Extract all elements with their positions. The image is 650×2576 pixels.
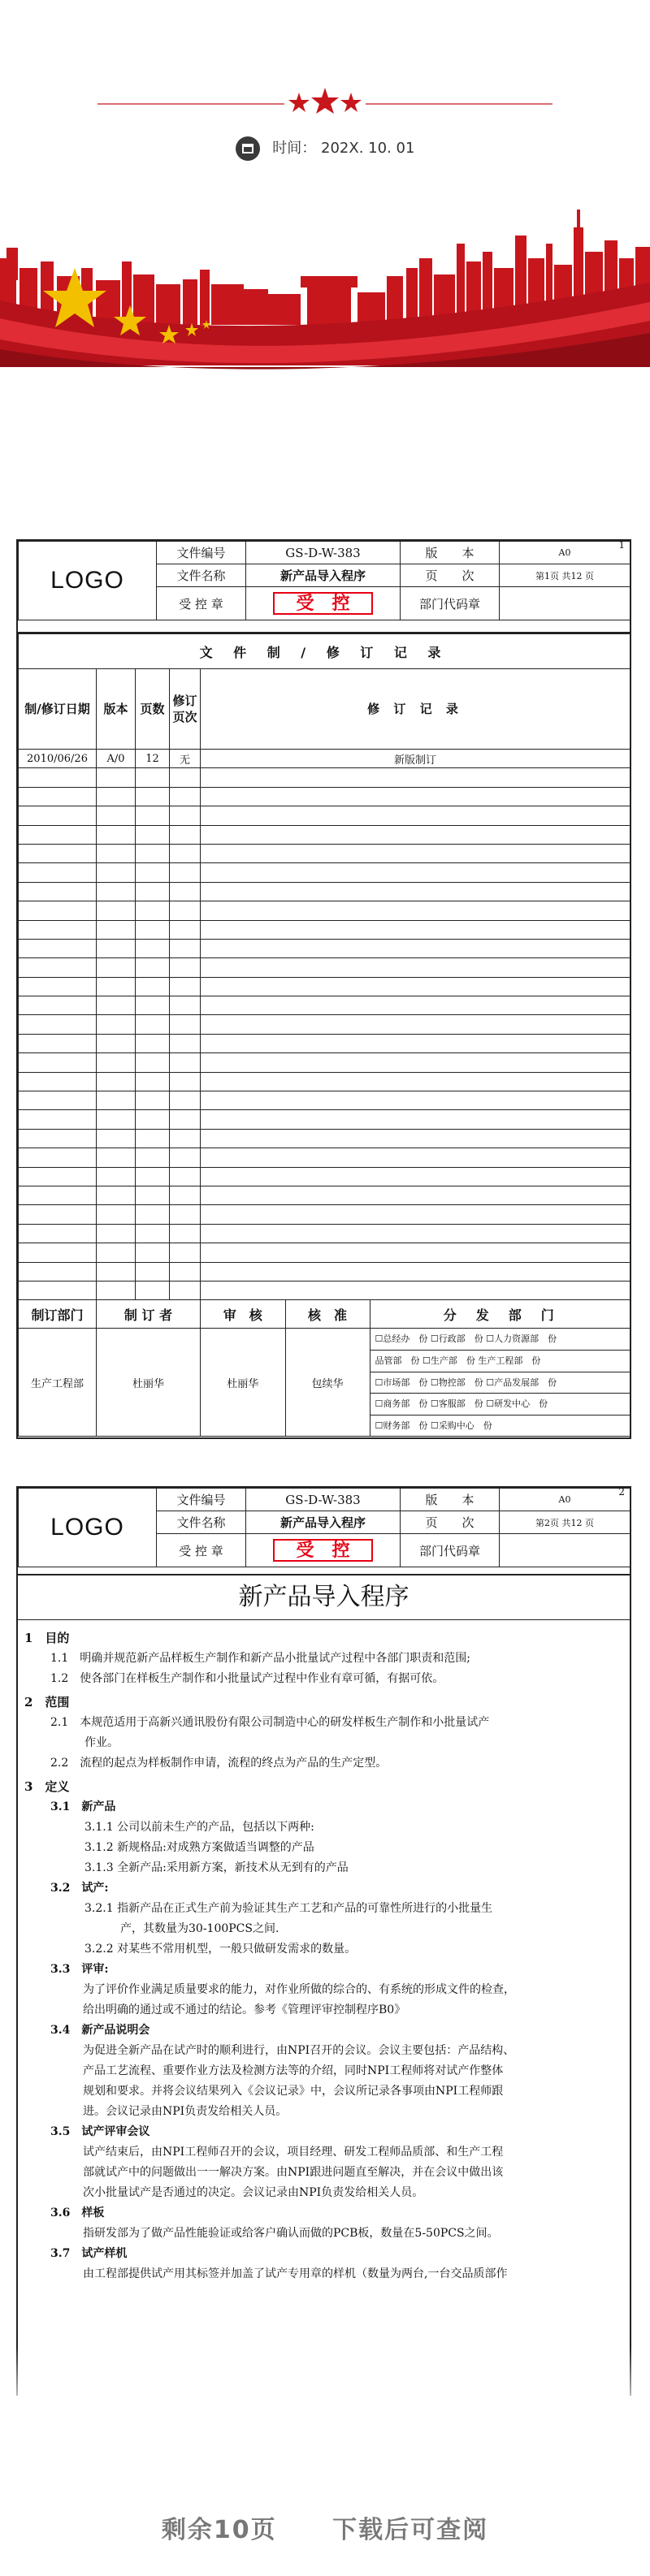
revision-table [18,633,630,1437]
empty-cell [19,1205,97,1224]
section-heading: 3 定义 [24,1779,70,1794]
table-row [19,1034,630,1052]
empty-cell [19,787,97,806]
table-row [19,1015,630,1034]
version-value [500,1486,630,1511]
distribution-list [370,1329,630,1436]
empty-cell [201,939,630,957]
empty-cell [201,901,630,920]
empty-cell [170,1186,201,1204]
empty-cell [136,1186,170,1204]
empty-cell [170,996,201,1015]
paragraph-line: 为促进全新产品在试产时的顺利进行，由NPI召开的会议。会议主要包括：产品结构、 [83,2044,515,2057]
footer-right-head [201,1300,630,1329]
cell-record: 新版制订 [201,750,630,768]
empty-cell [19,920,97,939]
table-row [19,1243,630,1262]
empty-cell [201,825,630,844]
footer-dept-head: 制订部门 [19,1300,97,1329]
file-name-value: 新产品导入程序 [246,1511,401,1534]
empty-cell [19,901,97,920]
subsection-heading: 3.7 试产样机 [50,2247,128,2260]
table-row [19,844,630,862]
empty-cell [136,787,170,806]
paragraph-line: 为了评价作业满足质量要求的能力，对作业所做的综合的、有系统的形成文件的检查， [83,1983,515,1996]
dept-code-label: 部门代码章 [401,1534,500,1567]
empty-cell [19,768,97,787]
empty-cell [19,1186,97,1204]
version-label: 版 本 [401,542,500,564]
document-page-1 [16,539,631,1439]
empty-cell [136,825,170,844]
clause: 2.1 本规范适用于高新兴通讯股份有限公司制造中心的研发样板生产制作和小批量试产 [50,1716,490,1729]
logo: LOGO [19,542,157,620]
empty-cell [97,1224,136,1243]
empty-cell [97,844,136,862]
paragraph-line: 给出明确的通过或不通过的结论。参考《管理评审控制程序B0》 [83,2003,406,2016]
page-label: 页 次 [401,1511,500,1534]
paragraph-line: 次小批量试产是否通过的决定。会议记录由NPI负责发给相关人员。 [83,2186,424,2199]
footer-author-head: 制 订 者 [97,1300,201,1329]
paragraph-line: 由工程部提供试产用其标签并加盖了试产专用章的样机（数量为两台,一台交品质部作 [83,2267,508,2280]
empty-cell [136,844,170,862]
page-mark: 2 [618,1486,625,1498]
empty-cell [19,1015,97,1034]
page-count: 第1页 共12 页 [500,564,630,587]
document-header-table [18,1488,630,1567]
empty-cell [170,1129,201,1148]
empty-cell [97,1034,136,1052]
footer-review-head: 审 核 [201,1300,285,1328]
table-row [19,1281,630,1299]
empty-cell [19,1281,97,1299]
content-fade [0,2347,650,2420]
table-row [19,1129,630,1148]
empty-cell [97,1148,136,1167]
page-count: 第2页 共12 页 [500,1511,630,1534]
empty-cell [19,939,97,957]
cell-pages: 12 [136,750,170,768]
empty-cell [201,1224,630,1243]
empty-cell [136,996,170,1015]
empty-cell [97,1243,136,1262]
page-label: 页 次 [401,564,500,587]
empty-cell [170,920,201,939]
empty-cell [136,977,170,996]
empty-cell [136,901,170,920]
clause: 3.1.2 新规格品:对成熟方案做适当调整的产品 [84,1841,314,1854]
empty-cell [136,1034,170,1052]
empty-cell [19,977,97,996]
empty-cell [97,806,136,825]
controlled-stamp-cell [246,587,401,620]
footer-head-inner [201,1300,630,1328]
footer-approve-head: 核 准 [285,1300,370,1328]
table-row [19,1167,630,1186]
table-row [19,1072,630,1091]
cell-version: A/0 [97,750,136,768]
footer-dist-head: 分 发 部 门 [443,1307,557,1323]
empty-cell [97,939,136,957]
empty-cell [97,1053,136,1072]
clause: 1.2 使各部门在样板生产制作和小批量试产过程中作业有章可循，有据可依。 [50,1672,444,1685]
clause: 3.1.1 公司以前未生产的产品，包括以下两种: [84,1821,314,1834]
empty-cell [19,1148,97,1167]
dept-code-value [500,1534,630,1567]
revision-title: 文 件 制 / 修 订 记 录 [19,634,630,669]
empty-cell [97,1072,136,1091]
star-icon [288,93,310,112]
empty-cell [170,939,201,957]
empty-cell [170,1281,201,1299]
empty-cell [201,768,630,787]
section-heading: 1 目的 [24,1631,70,1645]
empty-cell [170,977,201,996]
col-date: 制/修订日期 [19,669,97,750]
empty-cell [97,1110,136,1129]
empty-cell [19,1034,97,1052]
col-pages: 页数 [136,669,170,750]
empty-cell [201,1167,630,1186]
empty-cell [201,977,630,996]
table-row [19,996,630,1015]
empty-cell [136,920,170,939]
empty-cell [170,1167,201,1186]
controlled-stamp: 受控 [273,592,372,615]
footer-author-value: 杜丽华 [97,1329,201,1437]
document-header-table [18,541,630,620]
empty-cell [201,1243,630,1262]
table-row [19,1224,630,1243]
empty-cell [201,1110,630,1129]
paragraph-line: 试产结束后，由NPI工程师召开的会议，项目经理、研发工程师品质部、和生产工程 [83,2146,504,2159]
subsection-heading: 3.1 新产品 [50,1800,116,1813]
table-row [19,750,630,768]
header-banner [0,0,650,382]
empty-cell [136,863,170,882]
table-row [19,806,630,825]
empty-cell [170,1034,201,1052]
empty-cell [201,1034,630,1052]
table-row [19,1110,630,1129]
empty-cell [19,1262,97,1281]
empty-cell [170,1072,201,1091]
empty-cell [97,996,136,1015]
empty-cell [201,1053,630,1072]
empty-cell [136,1072,170,1091]
empty-cell [170,787,201,806]
empty-cell [97,1281,136,1299]
clause: 1.1 明确并规范新产品样板生产制作和新产品小批量试产过程中各部门职责和范围; [50,1652,470,1665]
empty-cell [170,901,201,920]
empty-cell [136,1281,170,1299]
footer-right-values [201,1329,630,1437]
empty-cell [19,863,97,882]
empty-cell [170,863,201,882]
paragraph-line: 部就试产中的问题做出一一解决方案。由NPI跟进问题直至解决，并在会议中做出该 [83,2166,504,2179]
file-name-value: 新产品导入程序 [246,564,401,587]
distribution-line: ☐市场部 份 ☐物控部 份 ☐产品发展部 份 [370,1372,631,1394]
distribution-line: ☐总经办 份 ☐行政部 份 ☐人力资源部 份 [370,1329,631,1351]
empty-cell [136,1110,170,1129]
table-row [19,920,630,939]
empty-cell [97,882,136,901]
empty-cell [19,806,97,825]
table-row [19,1053,630,1072]
empty-cell [97,863,136,882]
empty-rows [19,768,630,1300]
empty-cell [201,996,630,1015]
table-row [19,787,630,806]
procedure-content [18,1620,630,2284]
empty-cell [170,1110,201,1129]
download-prompt[interactable] [0,2509,650,2545]
empty-cell [201,806,630,825]
clause: 3.2.1 指新产品在正式生产前为验证其生产工艺和产品的可靠性所进行的小批量生 [84,1902,493,1915]
empty-cell [19,1224,97,1243]
dept-code-label: 部门代码章 [401,587,500,620]
empty-cell [19,958,97,977]
footer-review-value: 杜丽华 [201,1329,285,1436]
clause-continued: 产，其数量为30-100PCS之间. [120,1922,280,1935]
version-label: 版 本 [401,1489,500,1511]
file-no-label: 文件编号 [157,1489,246,1511]
controlled-label: 受 控 章 [157,587,246,620]
empty-cell [97,977,136,996]
header-gap [18,1567,630,1575]
empty-cell [170,1148,201,1167]
document-page-2 [16,1486,631,2396]
empty-cell [136,939,170,957]
empty-cell [136,1167,170,1186]
table-row [19,958,630,977]
paragraph-line: 进。会议记录由NPI负责发给相关人员。 [83,2105,288,2118]
cell-revised-pages: 无 [170,750,201,768]
time-value: 202X. 10. 01 [321,140,415,157]
empty-cell [201,1129,630,1148]
empty-cell [201,863,630,882]
table-row [19,863,630,882]
empty-cell [170,1262,201,1281]
version-value [500,539,630,564]
empty-cell [136,1262,170,1281]
empty-cell [201,1281,630,1299]
file-name-label: 文件名称 [157,1511,246,1534]
empty-cell [19,1072,97,1091]
empty-cell [170,844,201,862]
banner-graphic [0,0,650,382]
paragraph-line: 规划和要求。并将会议结果列入《会议记录》中，会议所记录各事项由NPI工程师跟 [83,2085,504,2098]
empty-cell [19,996,97,1015]
empty-cell [97,825,136,844]
time-label: 时间： [272,140,317,157]
time-row [0,136,650,161]
col-version: 版本 [97,669,136,750]
subsection-heading: 3.4 新产品说明会 [50,2024,150,2037]
table-row [19,901,630,920]
download-to-view-text[interactable]: 下载后可查阅 [332,2516,489,2544]
file-name-label: 文件名称 [157,564,246,587]
empty-cell [19,844,97,862]
table-row [19,1091,630,1110]
empty-cell [136,1224,170,1243]
empty-cell [170,882,201,901]
calendar-icon [236,136,260,161]
empty-cell [97,1091,136,1110]
paragraph-line: 产品工艺流程、重要作业方法及检测方法等的介绍，同时NPI工程师将对试产作整体 [83,2064,504,2077]
section-heading: 2 范围 [24,1695,70,1709]
footer-approve-value: 包续华 [285,1329,370,1436]
table-row [19,1186,630,1204]
logo: LOGO [19,1489,157,1567]
empty-cell [201,1205,630,1224]
distribution-line: 品管部 份 ☐生产部 份 生产工程部 份 [370,1351,631,1372]
empty-cell [136,882,170,901]
subsection-heading: 3.6 样板 [50,2206,105,2219]
empty-cell [201,1148,630,1167]
version-text: A0 [558,1494,571,1505]
empty-cell [201,1072,630,1091]
empty-cell [201,920,630,939]
empty-cell [201,1091,630,1110]
col-record: 修 订 记 录 [201,669,630,750]
empty-cell [97,1129,136,1148]
controlled-stamp-cell [246,1534,401,1567]
empty-cell [97,1186,136,1204]
empty-cell [136,1015,170,1034]
file-no-value: GS-D-W-383 [246,1489,401,1511]
empty-cell [170,1243,201,1262]
empty-cell [97,901,136,920]
version-text: A0 [558,547,571,558]
empty-cell [97,787,136,806]
empty-cell [19,825,97,844]
empty-cell [170,1015,201,1034]
footer-values-inner [201,1329,630,1436]
empty-cell [201,787,630,806]
empty-cell [97,1167,136,1186]
star-icon [311,88,339,114]
table-row [19,939,630,957]
col-revised-pages: 修订页次 [170,669,201,750]
empty-cell [170,1205,201,1224]
subsection-heading: 3.2 试产: [50,1882,109,1895]
empty-cell [201,1186,630,1204]
clause: 3.2.2 对某些不常用机型，一般只做研发需求的数量。 [84,1943,357,1956]
empty-cell [97,920,136,939]
remaining-pages-text: 剩余10页 [161,2516,277,2544]
table-row [19,882,630,901]
empty-cell [201,1262,630,1281]
star-icon [340,93,362,112]
empty-cell [170,768,201,787]
paragraph-line: 指研发部为了做产品性能验证或给客户确认而做的PCB板，数量在5-50PCS之间。 [83,2227,499,2240]
empty-cell [97,1015,136,1034]
empty-cell [97,958,136,977]
empty-cell [136,1091,170,1110]
table-row [19,768,630,787]
empty-cell [19,1053,97,1072]
header-gap [18,620,630,633]
empty-cell [136,1243,170,1262]
page-mark: 1 [618,539,625,551]
empty-cell [19,1091,97,1110]
empty-cell [201,882,630,901]
empty-cell [136,1129,170,1148]
dept-code-value [500,587,630,620]
empty-cell [19,1167,97,1186]
file-no-label: 文件编号 [157,542,246,564]
empty-cell [136,1148,170,1167]
empty-cell [97,768,136,787]
empty-cell [201,1015,630,1034]
table-row [19,1262,630,1281]
controlled-label: 受 控 章 [157,1534,246,1567]
empty-cell [136,768,170,787]
empty-cell [19,882,97,901]
empty-cell [170,1091,201,1110]
empty-cell [201,844,630,862]
table-row [19,1205,630,1224]
subsection-heading: 3.3 评审: [50,1963,109,1976]
empty-cell [170,958,201,977]
distribution-line: ☐财务部 份 ☐采购中心 份 [375,1420,492,1431]
empty-cell [170,1053,201,1072]
clause-continued: 作业。 [84,1736,119,1749]
empty-cell [19,1243,97,1262]
empty-cell [136,806,170,825]
empty-cell [97,1205,136,1224]
empty-cell [170,806,201,825]
distribution-line: ☐商务部 份 ☐客服部 份 ☐研发中心 份 [370,1394,631,1416]
empty-cell [170,1224,201,1243]
cell-date: 2010/06/26 [19,750,97,768]
empty-cell [136,1053,170,1072]
subsection-heading: 3.5 试产评审会议 [50,2125,150,2138]
empty-cell [201,958,630,977]
file-no-value: GS-D-W-383 [246,542,401,564]
empty-cell [170,825,201,844]
table-row [19,825,630,844]
footer-dept-value: 生产工程部 [19,1329,97,1437]
table-row [19,1148,630,1167]
empty-cell [97,1262,136,1281]
controlled-stamp: 受控 [273,1539,372,1562]
table-row [19,977,630,996]
clause: 3.1.3 全新产品:采用新方案，新技术从无到有的产品 [84,1861,349,1874]
empty-cell [19,1129,97,1148]
procedure-title: 新产品导入程序 [18,1575,630,1620]
clause: 2.2 流程的起点为样板制作申请，流程的终点为产品的生产定型。 [50,1757,388,1770]
empty-cell [19,1110,97,1129]
empty-cell [136,1205,170,1224]
empty-cell [136,958,170,977]
